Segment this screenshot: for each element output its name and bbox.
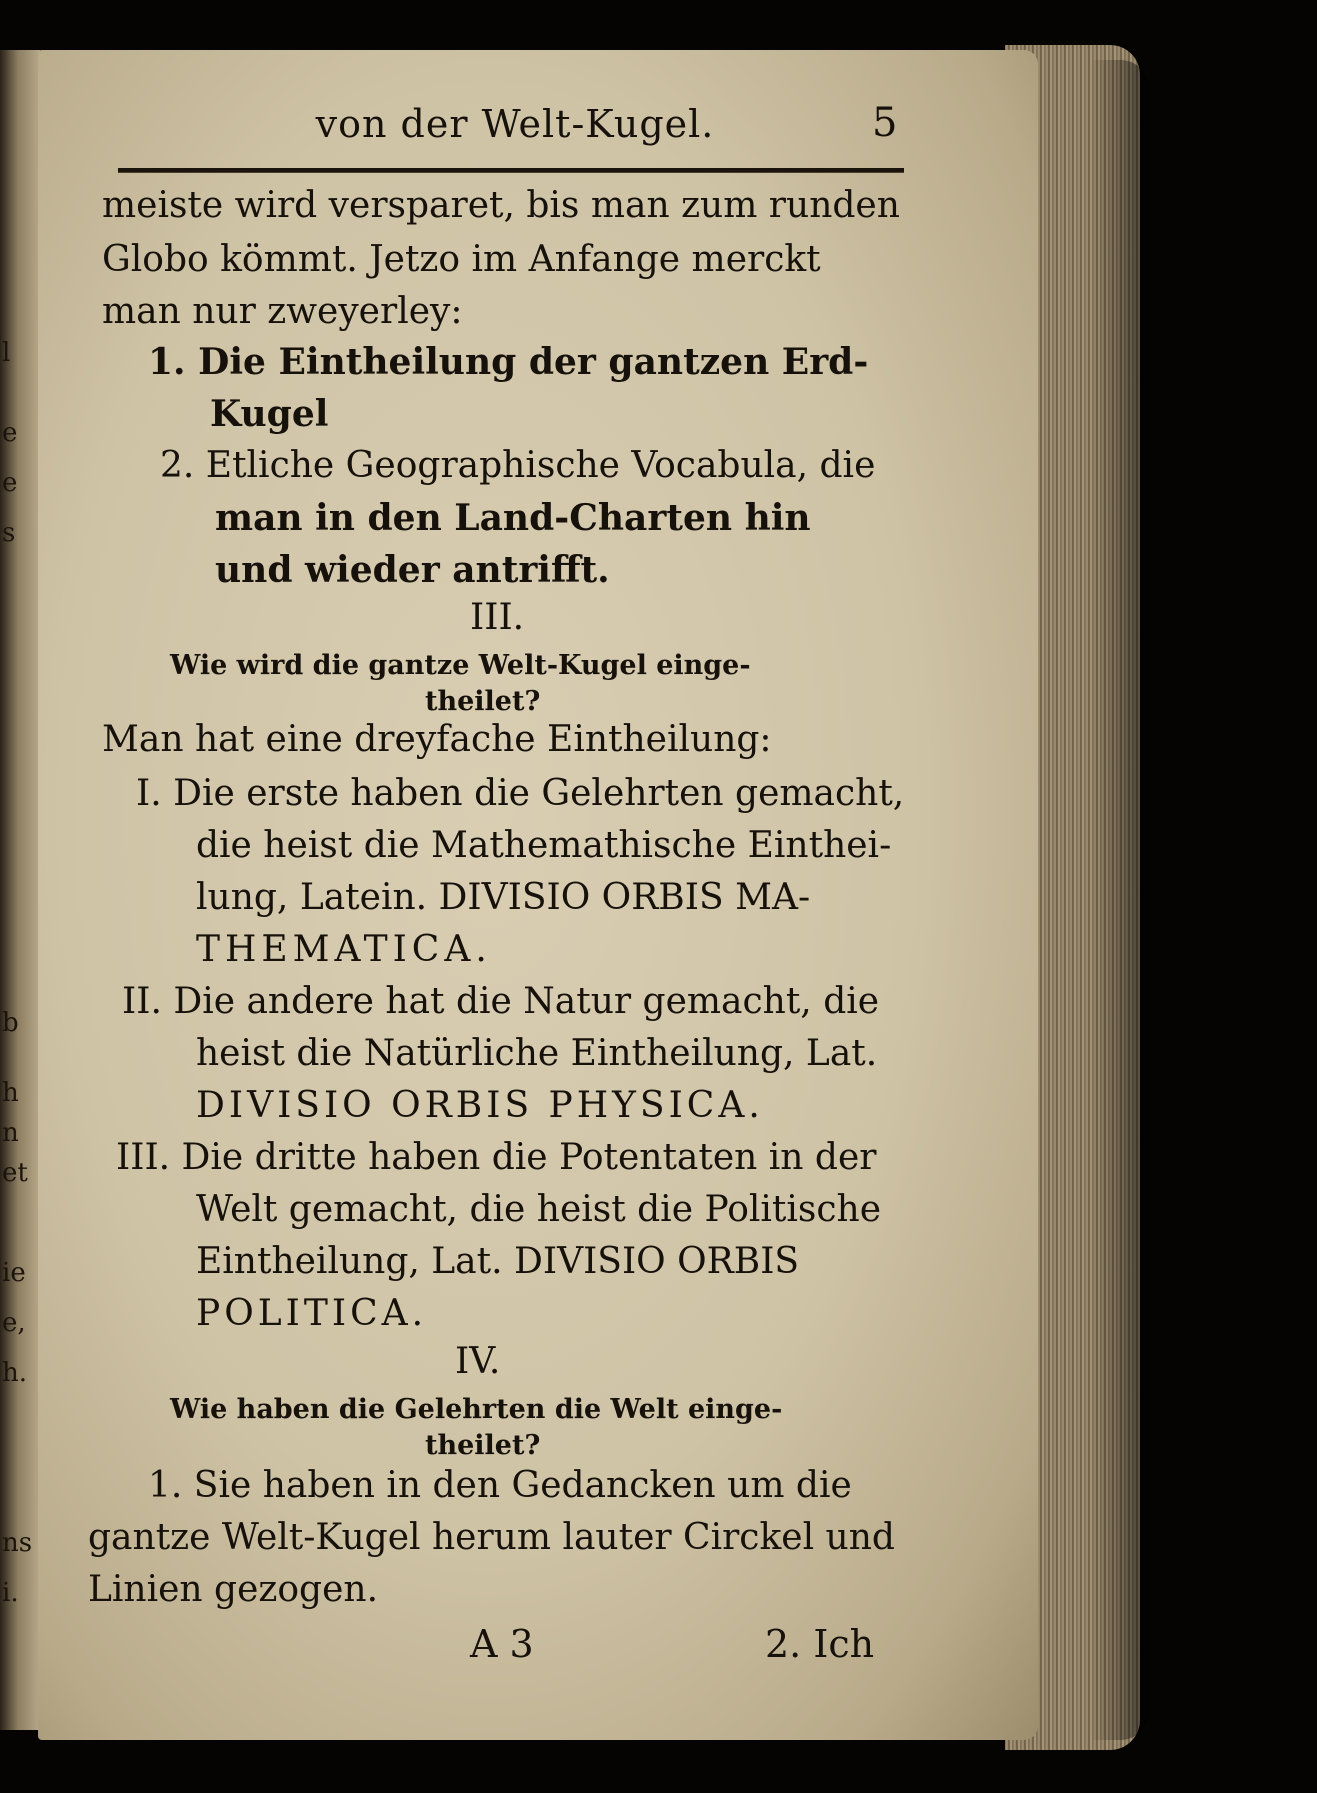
text-line: DIVISIO ORBIS PHYSICA.: [196, 1085, 764, 1126]
left-page-fragment: i.: [2, 1578, 19, 1608]
left-page-fragment: e,: [2, 1308, 26, 1338]
left-page-fragment: h: [2, 1078, 19, 1108]
left-page-edge: [0, 50, 42, 1730]
text-line: die heist die Mathemathische Einthei-: [196, 825, 892, 866]
text-line: heist die Natürliche Eintheilung, Lat.: [196, 1033, 878, 1074]
text-line: 1. Die Eintheilung der gantzen Erd-: [148, 341, 869, 383]
signature-mark: A 3: [470, 1622, 534, 1666]
page-number: 5: [872, 100, 898, 146]
left-page-fragment: s: [2, 518, 16, 548]
text-line: meiste wird versparet, bis man zum runden: [102, 185, 900, 226]
left-page-fragment: b: [2, 1008, 19, 1038]
question-line: Wie haben die Gelehrten die Welt einge-: [170, 1394, 783, 1425]
text-line: man in den Land-Charten hin: [215, 497, 811, 539]
text-line: 1. Sie haben in den Gedancken um die: [148, 1465, 852, 1506]
text-line: I. Die erste haben die Gelehrten gemacht,: [136, 773, 905, 814]
question-line: Wie wird die gantze Welt-Kugel einge-: [170, 650, 751, 681]
text-line: III. Die dritte haben die Potentaten in der: [116, 1137, 877, 1178]
text-line: Eintheilung, Lat. DIVISIO ORBIS: [196, 1241, 800, 1282]
text-line: POLITICA.: [196, 1293, 428, 1334]
section-number: IV.: [455, 1341, 501, 1382]
catchword: 2. Ich: [765, 1622, 875, 1666]
text-line: Welt gemacht, die heist die Politische: [196, 1189, 882, 1230]
book-fore-edge-shadow: [1090, 60, 1150, 1740]
text-line: man nur zweyerley:: [102, 291, 463, 332]
left-page-fragment: ns: [2, 1528, 33, 1558]
text-line: Linien gezogen.: [88, 1569, 379, 1610]
text-line: Man hat eine dreyfache Eintheilung:: [102, 719, 772, 760]
running-head: von der Welt-Kugel.: [315, 102, 715, 146]
text-line: Kugel: [210, 393, 329, 435]
left-page-fragment: ie: [2, 1258, 26, 1288]
question-line: theilet?: [425, 1430, 541, 1461]
text-line: und wieder antrifft.: [215, 549, 610, 591]
text-line: Globo kömmt. Jetzo im Anfange merckt: [102, 239, 821, 280]
left-page-fragment: e: [2, 468, 18, 498]
question-line: theilet?: [425, 686, 541, 717]
header-rule: [118, 168, 904, 173]
left-page-fragment: l: [2, 338, 11, 368]
left-page-fragment: e: [2, 418, 18, 448]
text-line: II. Die andere hat die Natur gemacht, die: [122, 981, 880, 1022]
text-line: gantze Welt-Kugel herum lauter Circkel und: [88, 1517, 895, 1558]
text-line: THEMATICA.: [196, 929, 492, 970]
text-line: 2. Etliche Geographische Vocabula, die: [160, 445, 876, 486]
left-page-fragment: n: [2, 1118, 19, 1148]
text-line: lung, Latein. DIVISIO ORBIS MA-: [196, 877, 811, 918]
left-page-fragment: h.: [2, 1358, 28, 1388]
left-page-fragment: et: [2, 1158, 28, 1188]
section-number: III.: [470, 597, 525, 638]
